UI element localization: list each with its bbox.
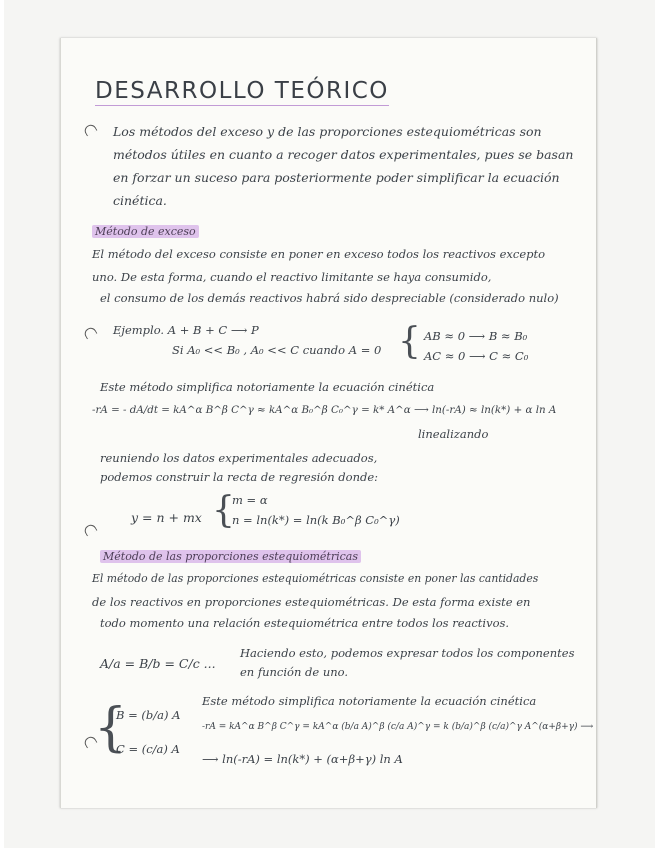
proporciones-heading-wrap [100,545,361,564]
brace-icon: { [94,698,128,758]
haciendo-line: Haciendo esto, podemos expresar todos los componentes [240,646,575,660]
b-relation: B = (b/a) A [116,708,181,722]
si-condition: Si A₀ << B₀ , A₀ << C cuando A = 0 [172,343,382,357]
photo-edge-left [0,0,4,848]
proporciones-line: de los reactivos en proporciones estequiométricas. De esta forma existe en [92,595,531,609]
proporciones-line: todo momento una relación estequiométrica entre todos los reactivos. [100,616,510,630]
exceso-heading-wrap [92,220,199,239]
regression-line: y = n + mx [131,510,202,525]
ln-equation: ⟶ ln(-rA) = ln(k*) + (α+β+γ) ln A [202,752,403,766]
simplifica-line: Este método simplifica notoriamente la ecuación cinética [100,380,435,394]
ejemplo-line: Ejemplo. A + B + C ⟶ P [113,323,259,337]
haciendo-line: en función de uno. [240,665,349,679]
brace-icon: { [398,321,421,362]
intercept-def: n = ln(k*) = ln(k B₀^β C₀^γ) [232,513,400,527]
reuniendo-line: podemos construir la recta de regresión donde: [100,470,379,484]
system-line-2: AC ≈ 0 ⟶ C ≈ C₀ [424,349,529,363]
slope-def: m = α [232,493,268,507]
exceso-line: El método del exceso consiste en poner en exceso todos los reactivos excepto [92,247,546,261]
intro-line: métodos útiles en cuanto a recoger datos experimentales, pues se basan [113,147,574,162]
page-title: DESARROLLO TEÓRICO [95,78,389,104]
exceso-line: uno. De esta forma, cuando el reactivo limitante se haya consumido, [92,270,492,284]
brace-icon: { [212,490,235,531]
reuniendo-line: reuniendo los datos experimentales adecuados, [100,451,378,465]
rate-equation-stoich: -rA = kA^α B^β C^γ = kA^α (b/a A)^β (c/a A)^γ = k (b/a)^β (c/a)^γ A^(α+β+γ) ⟶ [202,722,594,732]
c-relation: C = (c/a) A [116,742,180,756]
simplifica-line: Este método simplifica notoriamente la ecuación cinética [202,694,537,708]
ratio-equation: A/a = B/b = C/c ... [100,656,216,671]
intro-line: en forzar un suceso para posteriormente poder simplificar la ecuación [113,170,560,185]
linealizando-label: linealizando [418,427,489,441]
section-heading-proporciones: Método de las proporciones estequiométricas [100,550,361,563]
intro-line: Los métodos del exceso y de las proporciones estequiométricas son [113,124,542,139]
system-line-1: AB ≈ 0 ⟶ B ≈ B₀ [424,329,528,343]
exceso-line: el consumo de los demás reactivos habrá sido despreciable (considerado nulo) [100,291,559,305]
rate-equation: -rA = - dA/dt = kA^α B^β C^γ ≈ kA^α B₀^β C₀^γ = k* A^α ⟶ ln(-rA) ≈ ln(k*) + α ln A [92,404,557,416]
proporciones-line: El método de las proporciones estequiométricas consiste en poner las cantidades [92,572,539,585]
intro-line: cinética. [113,193,167,208]
section-heading-exceso: Método de exceso [92,225,199,238]
